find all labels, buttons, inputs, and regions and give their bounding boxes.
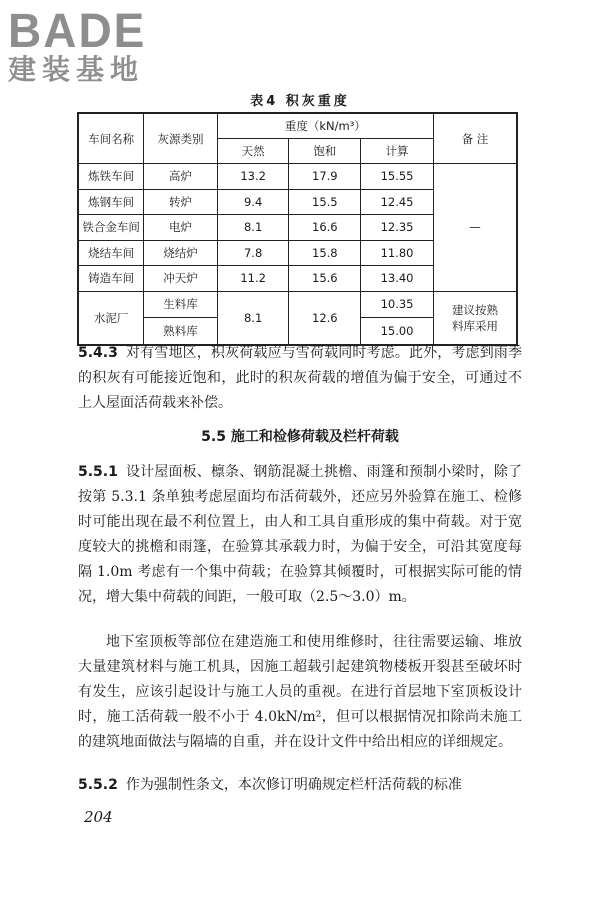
cell-calculated-raw: 10.35 bbox=[361, 291, 434, 317]
cell-natural: 9.4 bbox=[217, 189, 289, 215]
clause-number: 5.5.1 bbox=[78, 464, 118, 480]
paragraph-5-4-3 bbox=[78, 341, 522, 416]
clause-number: 5.5.2 bbox=[78, 777, 118, 793]
cell-workshop: 铸造车间 bbox=[78, 266, 144, 292]
dust-density-table bbox=[77, 112, 518, 346]
cell-natural: 7.8 bbox=[217, 240, 289, 266]
cell-workshop: 铁合金车间 bbox=[78, 215, 144, 241]
cell-natural-cement: 8.1 bbox=[217, 291, 289, 345]
cell-source-raw: 生料库 bbox=[144, 291, 218, 317]
cell-workshop-cement: 水泥厂 bbox=[78, 291, 144, 345]
clause-text: 设计屋面板、檩条、钢筋混凝土挑檐、雨篷和预制小梁时，除了按第 5.3.1 条单独考虑屋面均布活荷载外，还应另外验算在施工、检修时可能出现在最不利位置上，由人和工具自重形成的集中荷载。对于宽度较大的挑檐和雨篷，在验算其承载力时，为偏于安全，可沿其宽度每隔 1.0m 考虑有一个集中荷载；在验算其倾覆时，可根据实际可能的情况，增大集中荷载的间距，一般可取（2.5～3.0）m。 bbox=[78, 464, 522, 605]
table-caption: 表4 积灰重度 bbox=[250, 94, 350, 109]
cell-natural: 11.2 bbox=[217, 266, 289, 292]
cell-calculated: 12.45 bbox=[361, 189, 434, 215]
clause-text: 作为强制性条文，本次修订明确规定栏杆活荷载的标准 bbox=[125, 777, 462, 793]
table-header-row bbox=[78, 113, 517, 139]
cell-workshop: 炼铁车间 bbox=[78, 164, 144, 190]
cell-remark-cement bbox=[433, 291, 517, 345]
page-number: 204 bbox=[84, 808, 113, 826]
logo-wordmark: BADE bbox=[8, 2, 147, 58]
logo-subtitle: 建装基地 bbox=[8, 53, 145, 86]
cell-source: 转炉 bbox=[144, 189, 218, 215]
header-calculated: 计算 bbox=[361, 139, 434, 164]
cell-calculated: 12.35 bbox=[361, 215, 434, 241]
header-source: 灰源类别 bbox=[144, 113, 218, 164]
cell-workshop: 炼钢车间 bbox=[78, 189, 144, 215]
header-remark: 备 注 bbox=[433, 113, 517, 164]
table-row-cement bbox=[78, 291, 517, 317]
bade-logo bbox=[8, 2, 178, 86]
paragraph-basement bbox=[78, 630, 522, 755]
table-row bbox=[78, 164, 517, 190]
cell-saturated: 15.5 bbox=[289, 189, 361, 215]
header-workshop: 车间名称 bbox=[78, 113, 144, 164]
remark-line-1: 建议按熟 bbox=[451, 302, 498, 317]
cell-natural: 8.1 bbox=[217, 215, 289, 241]
header-natural: 天然 bbox=[217, 139, 289, 164]
cell-calculated: 11.80 bbox=[361, 240, 434, 266]
basement-text: 地下室顶板等部位在建造施工和使用维修时，往往需要运输、堆放大量建筑材料与施工机具，因施工超载引起建筑物楼板开裂甚至破坏时有发生，应该引起设计与施工人员的重视。在进行首层地下室顶板设计时，施工活荷载一般不小于 4.0kN/m²，但可以根据情况扣除尚未施工的建筑地面做法与隔墙的自重，并在设计文件中给出相应的详细规定。 bbox=[78, 634, 522, 750]
cell-natural: 13.2 bbox=[217, 164, 289, 190]
cell-saturated: 15.8 bbox=[289, 240, 361, 266]
cell-saturated: 17.9 bbox=[289, 164, 361, 190]
section-title-5-5: 5.5 施工和检修荷载及栏杆荷载 bbox=[201, 429, 399, 445]
cell-remark-dash: — bbox=[433, 164, 517, 292]
cell-calculated: 15.55 bbox=[361, 164, 434, 190]
cell-source: 高炉 bbox=[144, 164, 218, 190]
clause-text: 对有雪地区，积灰荷载应与雪荷载同时考虑。此外，考虑到雨季的积灰有可能接近饱和，此时的积灰荷载的增值为偏于安全，可通过不上人屋面活荷载来补偿。 bbox=[78, 345, 522, 411]
cell-source-clinker: 熟料库 bbox=[144, 317, 218, 344]
cell-source: 烧结炉 bbox=[144, 240, 218, 266]
header-density: 重度（kN/m³） bbox=[217, 113, 433, 139]
cell-source: 冲天炉 bbox=[144, 266, 218, 292]
cell-saturated-cement: 12.6 bbox=[289, 291, 361, 345]
cell-calculated: 13.40 bbox=[361, 266, 434, 292]
cell-workshop: 烧结车间 bbox=[78, 240, 144, 266]
paragraph-5-5-2 bbox=[78, 773, 522, 798]
cell-calculated-clinker: 15.00 bbox=[361, 317, 434, 344]
remark-line-2: 料库采用 bbox=[451, 318, 498, 333]
cell-saturated: 16.6 bbox=[289, 215, 361, 241]
header-saturated: 饱和 bbox=[289, 139, 361, 164]
cell-source: 电炉 bbox=[144, 215, 218, 241]
clause-number: 5.4.3 bbox=[78, 345, 118, 361]
cell-saturated: 15.6 bbox=[289, 266, 361, 292]
paragraph-5-5-1 bbox=[78, 460, 522, 610]
